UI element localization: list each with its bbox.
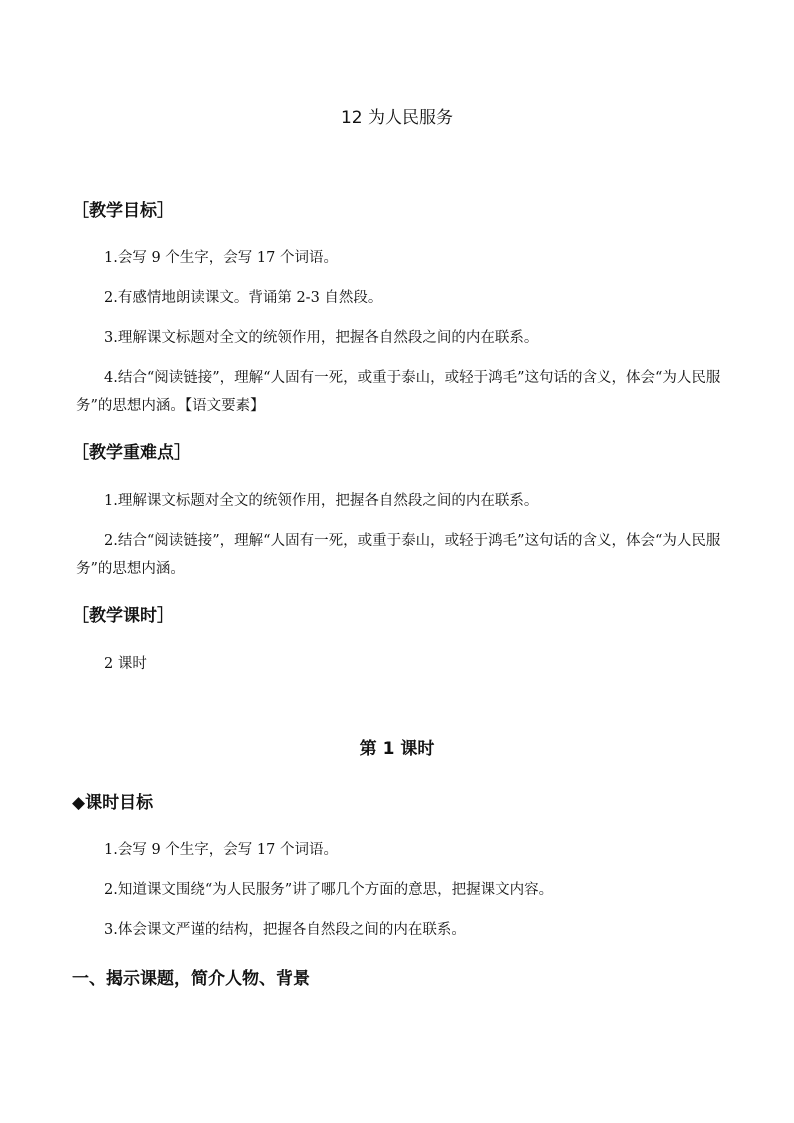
lesson-goal-item-3: 3.体会课文严谨的结构，把握各自然段之间的内在联系。 (104, 922, 466, 938)
section-heading-key-points: ［教学重难点］ (72, 443, 191, 463)
part-1-heading: 一、揭示课题，简介人物、背景 (72, 969, 310, 989)
goal-item-2: 2.有感情地朗读课文。背诵第 2-3 自然段。 (104, 290, 383, 306)
lesson-goals-heading: ◆课时目标 (72, 793, 154, 813)
lesson-goal-item-1: 1.会写 9 个生字，会写 17 个词语。 (104, 842, 338, 858)
section-heading-goals: ［教学目标］ (72, 201, 174, 221)
section-heading-hours: ［教学课时］ (72, 606, 174, 626)
lesson-1-title: 第 1 课时 (359, 739, 435, 759)
goal-item-4: 4.结合“阅读链接”，理解“人固有一死，或重于泰山，或轻于鸿毛”这句话的含义，体会“为人民服务”的思想内涵。【语文要素】 (76, 370, 721, 414)
goal-item-1: 1.会写 9 个生字，会写 17 个词语。 (104, 250, 338, 266)
goal-item-3: 3.理解课文标题对全文的统领作用，把握各自然段之间的内在联系。 (104, 330, 539, 346)
lesson-goal-item-2: 2.知道课文围绕“为人民服务”讲了哪几个方面的意思，把握课文内容。 (104, 882, 554, 898)
key-point-item-2: 2.结合“阅读链接”，理解“人固有一死，或重于泰山，或轻于鸿毛”这句话的含义，体会“为人民服务”的思想内涵。 (76, 533, 721, 577)
document-title: 12 为人民服务 (340, 108, 454, 128)
teaching-hours-value: 2 课时 (104, 656, 147, 672)
key-point-item-1: 1.理解课文标题对全文的统领作用，把握各自然段之间的内在联系。 (104, 493, 539, 509)
